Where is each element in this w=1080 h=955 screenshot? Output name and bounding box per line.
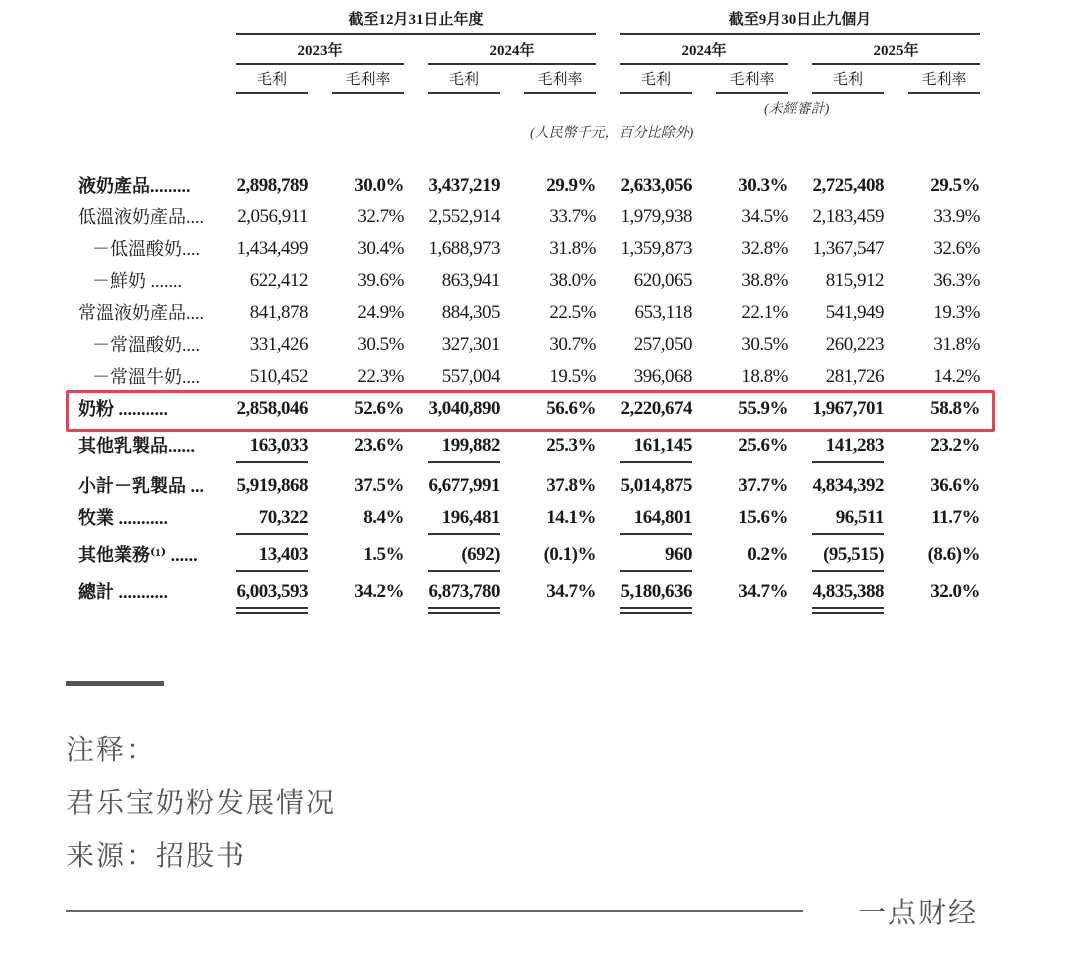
gross-margin-cell: 34.5% xyxy=(741,206,788,227)
gross-margin-cell: 56.6% xyxy=(546,398,596,419)
gross-margin-cell: 58.8% xyxy=(930,398,980,419)
row-label: 牧業 ........... xyxy=(78,508,168,528)
divider xyxy=(716,92,788,94)
table-row xyxy=(0,329,1080,361)
gross-profit-cell: 1,967,701 xyxy=(812,398,884,419)
gross-profit-cell: 2,552,914 xyxy=(428,206,500,227)
subtotal-underline xyxy=(428,570,500,572)
subtotal-underline xyxy=(812,461,884,463)
gross-margin-cell: 36.6% xyxy=(930,475,980,496)
gross-profit-cell: 5,919,868 xyxy=(236,475,308,496)
gross-margin-cell: 23.2% xyxy=(930,435,980,456)
table-row xyxy=(0,430,1080,462)
gross-margin-cell: 29.9% xyxy=(546,175,596,196)
gross-profit-cell: 5,180,636 xyxy=(620,581,692,602)
gross-profit-cell: 5,014,875 xyxy=(620,475,692,496)
column-header-gross-profit: 毛利 xyxy=(640,72,671,88)
gross-margin-cell: 24.9% xyxy=(357,302,404,323)
note-title: 注释： xyxy=(66,733,157,766)
row-label: 奶粉 ........... xyxy=(78,399,168,419)
period-header-annual: 截至12月31日止年度 xyxy=(348,12,484,28)
table-row xyxy=(0,265,1080,297)
divider xyxy=(812,63,980,65)
row-label: 低溫液奶產品.... xyxy=(78,207,204,227)
gross-profit-cell: 6,003,593 xyxy=(236,581,308,602)
divider xyxy=(620,92,692,94)
unaudited-note: (未經審計) xyxy=(764,102,830,117)
gross-profit-cell: 841,878 xyxy=(249,302,308,323)
table-row xyxy=(0,297,1080,329)
gross-margin-cell: 1.5% xyxy=(363,544,404,565)
total-double-underline xyxy=(428,612,500,614)
gross-profit-cell: 6,873,780 xyxy=(428,581,500,602)
table-row xyxy=(0,170,1080,202)
divider xyxy=(236,92,308,94)
row-label: 其他乳製品...... xyxy=(78,436,195,456)
gross-profit-cell: 260,223 xyxy=(825,334,884,355)
gross-profit-cell: 1,367,547 xyxy=(812,238,884,259)
divider xyxy=(812,92,884,94)
row-label: －低溫酸奶.... xyxy=(92,239,200,259)
divider xyxy=(428,63,596,65)
gross-margin-cell: 19.3% xyxy=(933,302,980,323)
row-label: 小計－乳製品 ... xyxy=(78,476,204,496)
gross-margin-cell: 32.6% xyxy=(933,238,980,259)
gross-profit-cell: 141,283 xyxy=(825,435,884,456)
gross-margin-cell: 30.4% xyxy=(357,238,404,259)
gross-margin-cell: 8.4% xyxy=(363,507,404,528)
total-double-underline xyxy=(812,612,884,614)
gross-margin-cell: 32.0% xyxy=(930,581,980,602)
divider xyxy=(332,92,404,94)
gross-profit-cell: 2,725,408 xyxy=(812,175,884,196)
table-row xyxy=(0,361,1080,393)
gross-margin-cell: 11.7% xyxy=(931,507,980,528)
gross-margin-cell: 29.5% xyxy=(930,175,980,196)
gross-profit-cell: 331,426 xyxy=(249,334,308,355)
gross-profit-cell: 199,882 xyxy=(441,435,500,456)
divider xyxy=(428,92,500,94)
gross-profit-cell: 281,726 xyxy=(825,366,884,387)
gross-profit-cell: 815,912 xyxy=(825,270,884,291)
gross-margin-cell: 18.8% xyxy=(741,366,788,387)
gross-profit-cell: 3,040,890 xyxy=(428,398,500,419)
gross-profit-cell: 1,688,973 xyxy=(428,238,500,259)
total-double-underline xyxy=(620,612,692,614)
total-double-underline xyxy=(236,612,308,614)
gross-profit-cell: 96,511 xyxy=(835,507,884,528)
table-row xyxy=(0,502,1080,534)
gross-margin-cell: 30.5% xyxy=(357,334,404,355)
subtotal-underline xyxy=(812,570,884,572)
brand-name: 一点财经 xyxy=(858,896,979,929)
gross-profit-cell: 510,452 xyxy=(249,366,308,387)
column-header-gross-profit: 毛利 xyxy=(448,72,479,88)
gross-margin-cell: 37.7% xyxy=(738,475,788,496)
gross-profit-cell: (95,515) xyxy=(823,544,884,565)
gross-margin-cell: (0.1)% xyxy=(543,544,596,565)
year-header: 2024年 xyxy=(681,43,727,59)
subtotal-underline xyxy=(236,533,308,535)
year-header: 2023年 xyxy=(297,43,343,59)
gross-profit-cell: 960 xyxy=(665,544,692,565)
gross-margin-cell: 30.7% xyxy=(549,334,596,355)
gross-margin-cell: 23.6% xyxy=(354,435,404,456)
gross-profit-cell: 1,359,873 xyxy=(620,238,692,259)
gross-profit-cell: 557,004 xyxy=(441,366,500,387)
gross-profit-cell: 257,050 xyxy=(633,334,692,355)
gross-profit-cell: 4,834,392 xyxy=(812,475,884,496)
row-label: －常溫牛奶.... xyxy=(92,367,200,387)
subtotal-underline xyxy=(428,533,500,535)
table-row xyxy=(0,470,1080,502)
gross-profit-cell: 327,301 xyxy=(441,334,500,355)
row-label: 其他業務⁽¹⁾ ...... xyxy=(78,545,198,565)
gross-margin-cell: 34.7% xyxy=(738,581,788,602)
gross-profit-cell: 70,322 xyxy=(258,507,308,528)
column-header-gross-margin: 毛利率 xyxy=(729,72,775,88)
column-header-gross-margin: 毛利率 xyxy=(345,72,391,88)
gross-margin-cell: 33.9% xyxy=(933,206,980,227)
gross-profit-cell: 1,434,499 xyxy=(236,238,308,259)
period-header-nine-months: 截至9月30日止九個月 xyxy=(728,12,872,28)
subtotal-underline xyxy=(236,461,308,463)
gross-margin-cell: 55.9% xyxy=(738,398,788,419)
gross-profit-cell: 1,979,938 xyxy=(620,206,692,227)
gross-margin-cell: 37.5% xyxy=(354,475,404,496)
source-line: 来源：招股书 xyxy=(66,839,247,872)
gross-margin-cell: 25.3% xyxy=(546,435,596,456)
gross-profit-cell: 161,145 xyxy=(633,435,692,456)
gross-margin-cell: 19.5% xyxy=(549,366,596,387)
gross-profit-cell: 4,835,388 xyxy=(812,581,884,602)
gross-profit-cell: 163,033 xyxy=(249,435,308,456)
gross-margin-cell: 34.2% xyxy=(354,581,404,602)
divider xyxy=(620,33,980,35)
divider xyxy=(236,63,404,65)
divider xyxy=(620,63,788,65)
row-label: －鮮奶 ....... xyxy=(92,271,182,291)
gross-profit-cell: 620,065 xyxy=(633,270,692,291)
gross-profit-cell: 622,412 xyxy=(249,270,308,291)
gross-margin-cell: 38.0% xyxy=(549,270,596,291)
gross-profit-cell: 164,801 xyxy=(633,507,692,528)
table-row xyxy=(0,539,1080,571)
gross-margin-cell: 39.6% xyxy=(357,270,404,291)
highlight-box-milk-powder xyxy=(66,390,995,432)
gross-margin-cell: 22.3% xyxy=(357,366,404,387)
column-header-gross-profit: 毛利 xyxy=(256,72,287,88)
gross-margin-cell: 36.3% xyxy=(933,270,980,291)
table-row xyxy=(0,576,1080,608)
row-label: －常溫酸奶.... xyxy=(92,335,200,355)
subtotal-underline xyxy=(428,461,500,463)
subtotal-underline xyxy=(620,461,692,463)
gross-margin-cell: 22.5% xyxy=(549,302,596,323)
total-double-underline xyxy=(620,607,692,609)
gross-margin-cell: 30.3% xyxy=(738,175,788,196)
year-header: 2025年 xyxy=(873,43,919,59)
table-row xyxy=(0,201,1080,233)
total-double-underline xyxy=(428,607,500,609)
gross-profit-cell: 653,118 xyxy=(634,302,692,323)
gross-profit-cell: 2,898,789 xyxy=(236,175,308,196)
subtotal-underline xyxy=(236,570,308,572)
gross-margin-cell: 32.7% xyxy=(357,206,404,227)
gross-margin-cell: 31.8% xyxy=(549,238,596,259)
gross-profit-cell: (692) xyxy=(461,544,500,565)
gross-margin-cell: 52.6% xyxy=(354,398,404,419)
gross-profit-cell: 2,183,459 xyxy=(812,206,884,227)
divider xyxy=(236,33,596,35)
gross-profit-cell: 884,305 xyxy=(441,302,500,323)
divider xyxy=(524,92,596,94)
gross-profit-cell: 196,481 xyxy=(441,507,500,528)
gross-profit-cell: 3,437,219 xyxy=(428,175,500,196)
year-header: 2024年 xyxy=(489,43,535,59)
gross-profit-cell: 396,068 xyxy=(633,366,692,387)
gross-margin-cell: 0.2% xyxy=(747,544,788,565)
gross-margin-cell: 38.8% xyxy=(741,270,788,291)
table-row xyxy=(0,233,1080,265)
gross-margin-cell: 14.2% xyxy=(933,366,980,387)
subtotal-underline xyxy=(812,533,884,535)
gross-profit-cell: 2,220,674 xyxy=(620,398,692,419)
gross-profit-cell: 541,949 xyxy=(825,302,884,323)
unit-note: (人民幣千元，百分比除外) xyxy=(530,126,694,141)
gross-margin-cell: 22.1% xyxy=(741,302,788,323)
gross-margin-cell: 14.1% xyxy=(546,507,596,528)
divider xyxy=(908,92,980,94)
gross-profit-cell: 2,056,911 xyxy=(237,206,308,227)
gross-margin-cell: 32.8% xyxy=(741,238,788,259)
gross-margin-cell: 15.6% xyxy=(738,507,788,528)
gross-margin-cell: 25.6% xyxy=(738,435,788,456)
gross-margin-cell: 34.7% xyxy=(546,581,596,602)
subtotal-underline xyxy=(620,533,692,535)
gross-margin-cell: 30.0% xyxy=(354,175,404,196)
column-header-gross-profit: 毛利 xyxy=(832,72,863,88)
gross-profit-cell: 2,633,056 xyxy=(620,175,692,196)
footer-divider xyxy=(66,910,803,912)
subtotal-underline xyxy=(620,570,692,572)
total-double-underline xyxy=(812,607,884,609)
total-double-underline xyxy=(236,607,308,609)
accent-bar xyxy=(66,681,164,686)
gross-margin-cell: 33.7% xyxy=(549,206,596,227)
gross-profit-cell: 13,403 xyxy=(258,544,308,565)
gross-profit-cell: 863,941 xyxy=(441,270,500,291)
gross-margin-cell: 31.8% xyxy=(933,334,980,355)
gross-profit-cell: 6,677,991 xyxy=(428,475,500,496)
note-line: 君乐宝奶粉发展情况 xyxy=(66,786,337,819)
row-label: 液奶產品......... xyxy=(78,176,191,196)
row-label: 常溫液奶產品.... xyxy=(78,303,204,323)
gross-margin-cell: 30.5% xyxy=(741,334,788,355)
gross-profit-cell: 2,858,046 xyxy=(236,398,308,419)
gross-margin-cell: 37.8% xyxy=(546,475,596,496)
column-header-gross-margin: 毛利率 xyxy=(537,72,583,88)
gross-margin-cell: (8.6)% xyxy=(927,544,980,565)
row-label: 總計 ........... xyxy=(78,582,168,602)
column-header-gross-margin: 毛利率 xyxy=(921,72,967,88)
